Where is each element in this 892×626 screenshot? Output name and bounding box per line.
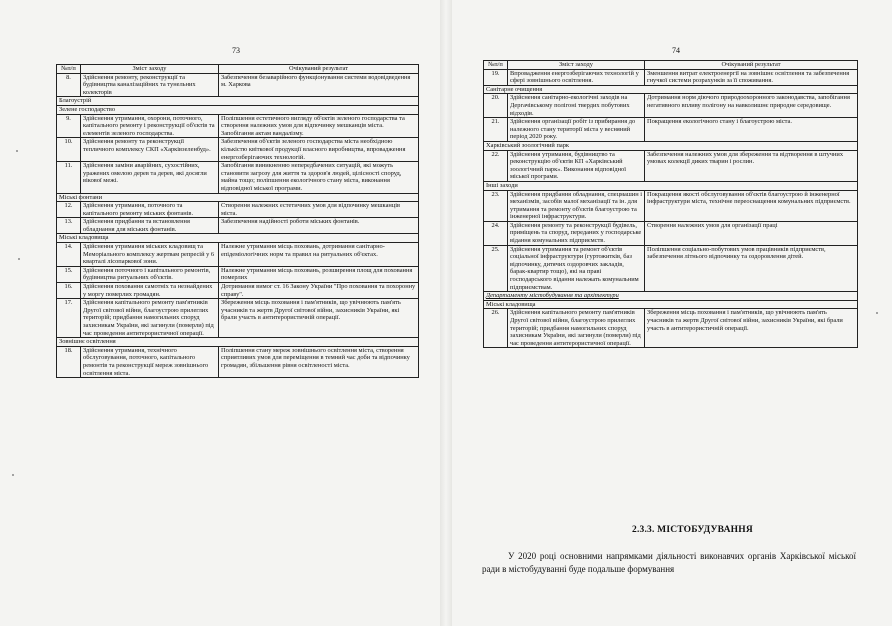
table-section-row	[57, 234, 419, 243]
table-row	[57, 283, 419, 299]
table-row	[484, 190, 858, 221]
table-header-row	[484, 61, 858, 70]
row-measure: Здійснення санітарно-екологічні заходів на Дергачівському полігоні твердих побутових відходів.	[508, 94, 645, 118]
row-result: Забезпечення належних умов для збереження та відтворення в штучних умовах колекції диких тварин і рослин.	[645, 150, 858, 181]
row-number: 10.	[57, 138, 81, 162]
row-result: Належне утримання місць поховань, розширення площ для поховання померлих	[219, 266, 419, 282]
section-title: Міські кладовища	[484, 300, 858, 309]
row-result: Покращення екологічного стану і благоустрою міста.	[645, 118, 858, 142]
table-row	[484, 94, 858, 118]
row-result: Збереження місць поховання і пам'ятників, що увічнюють пам'ять учасників та жертв Другої світової війни, захисників України, які брали участь в антитерористичній операції.	[645, 309, 858, 348]
row-number: 24.	[484, 221, 508, 245]
row-measure: Здійснення поховання самотніх та незнайдених у моргу померлих громадян.	[81, 283, 219, 299]
header-result: Очікуваний результат	[219, 65, 419, 74]
row-number: 23.	[484, 190, 508, 221]
row-measure: Здійснення поточного і капітального ремонтів, будівництва ритуальних об'єктів.	[81, 266, 219, 282]
row-number: 17.	[57, 299, 81, 338]
section-title: Міські кладовища	[57, 234, 419, 243]
table-row	[57, 346, 419, 377]
header-measure: Зміст заходу	[81, 65, 219, 74]
row-result: Збереження місць поховання і пам'ятників, що увічнюють пам'ять учасників та жертв Другої світової війни, захисників України, які брали участь в антитерористичній операції.	[219, 299, 419, 338]
row-measure: Здійснення заміни аварійних, сухостійних, уражених омелою дерев та дерев, які досягли вікової межі.	[81, 162, 219, 193]
section-title: Санітарне очищення	[484, 85, 858, 94]
row-number: 11.	[57, 162, 81, 193]
row-measure: Здійснення утримання, будівництво та реконструкцію об'єктів КП «Харківський зоологічний парк». Виконання відповідної міської програми.	[508, 150, 645, 181]
scan-speck	[18, 258, 20, 260]
row-measure: Здійснення ремонту, реконструкції та будівництва каналізаційних та тунельних колекторів	[81, 73, 219, 97]
table-row	[57, 114, 419, 138]
scan-speck	[876, 312, 878, 314]
row-measure: Здійснення утримання міських кладовищ та Меморіального комплексу жертвам репресій у 6 кварталі лісопаркової зони.	[81, 243, 219, 267]
header-measure: Зміст заходу	[508, 61, 645, 70]
row-measure: Здійснення придбання та встановлення обладнання для міських фонтанів.	[81, 218, 219, 234]
header-result: Очікуваний результат	[645, 61, 858, 70]
row-measure: Здійснення утримання та ремонт об'єктів соціальної інфраструктури (гуртожитків, баз відпочинку, дитячих оздоровчих закладів, барак-квартир тощо), які на праві господарського відання належать комунальним підприємствам.	[508, 245, 645, 292]
table-row	[57, 243, 419, 267]
row-number: 9.	[57, 114, 81, 138]
row-measure: Здійснення ремонту та реконструкції будівель, приміщень та споруд, переданих у господарське відання комунальних підприємств.	[508, 221, 645, 245]
row-number: 13.	[57, 218, 81, 234]
header-number: №п/п	[484, 61, 508, 70]
row-result: Створення належних естетичних умов для відпочинку мешканців міста.	[219, 202, 419, 218]
table-section-row	[484, 292, 858, 301]
table-row	[484, 309, 858, 348]
row-result: Забезпечення надійності роботи міських фонтанів.	[219, 218, 419, 234]
row-result: Забезпечення безаварійного функціонування системи водовідведення м. Харкова	[219, 73, 419, 97]
scan-speck	[16, 150, 18, 152]
page-number: 74	[672, 46, 680, 55]
table-row	[57, 162, 419, 193]
page-number: 73	[232, 46, 240, 55]
row-number: 19.	[484, 69, 508, 85]
table-row	[484, 69, 858, 85]
row-number: 26.	[484, 309, 508, 348]
row-result: Забезпечення об'єктів зеленого господарства міста необхідною кількістю квіткової продукції власного виробництва, впровадження енергозберігаючих технологій.	[219, 138, 419, 162]
row-measure: Здійснення утримання, технічного обслуговування, поточного, капітального ремонтів та реконструкції мереж зовнішнього освітлення міста.	[81, 346, 219, 377]
row-result: Дотримання норм діючого природоохоронного законодавства, запобігання негативного впливу полігону на навколишнє природне середовище.	[645, 94, 858, 118]
section-title: Департаменту містобудування та архітектури	[484, 292, 858, 301]
table-row	[57, 138, 419, 162]
row-result: Створення належних умов для організації праці	[645, 221, 858, 245]
row-number: 22.	[484, 150, 508, 181]
row-measure: Здійснення капітального ремонту пам'ятників Другої світової війни, благоустрою прилеглих територій; придбання намогильних споруд захисникам України, які загинули (померли) під час проведення антитерористичної операції.	[81, 299, 219, 338]
table-row	[484, 118, 858, 142]
table-row	[57, 218, 419, 234]
row-number: 18.	[57, 346, 81, 377]
row-measure: Впровадження енергозберігаючих технологій у сфері зовнішнього освітлення.	[508, 69, 645, 85]
row-number: 21.	[484, 118, 508, 142]
table-row	[484, 150, 858, 181]
row-number: 14.	[57, 243, 81, 267]
row-number: 16.	[57, 283, 81, 299]
table-row	[484, 245, 858, 292]
table-header-row	[57, 65, 419, 74]
row-number: 8.	[57, 73, 81, 97]
table-section-row	[484, 181, 858, 190]
table-section-row	[484, 300, 858, 309]
table-row	[57, 266, 419, 282]
row-measure: Здійснення ремонту та реконструкції тепличного комплексу СКП «Харківзеленбуд».	[81, 138, 219, 162]
row-measure: Здійснення організації робіт із прибирання до належного стану території міста у весняний період 2020 року.	[508, 118, 645, 142]
row-measure: Здійснення утримання, поточного та капітального ремонту міських фонтанів.	[81, 202, 219, 218]
measures-table	[483, 60, 858, 348]
row-result: Запобігання виникненню непередбачених ситуацій, які можуть становити загрозу для життя та здоров'я людей, цілісності споруд, майна тощо; поліпшення екологічного стану міста, виконання відповідної міської програми.	[219, 162, 419, 193]
row-result: Поліпшення естетичного вигляду об'єктів зеленого господарства та створення належних умов для відпочинку мешканців міста. Запобігання актам вандалізму.	[219, 114, 419, 138]
section-heading: 2.3.3. МІСТОБУДУВАННЯ	[632, 525, 753, 535]
row-result: Належне утримання місць поховань, дотримання санітарно-епідеміологічних норм та правил на ритуальних об'єктах.	[219, 243, 419, 267]
table-section-row	[484, 141, 858, 150]
row-result: Зменшення витрат електроенергії на зовнішнє освітлення та забезпечення гнучкої системи розрахунків за її споживання.	[645, 69, 858, 85]
table-row	[57, 202, 419, 218]
row-result: Покращення якості обслуговування об'єктів благоустрою й інженерної інфраструктури міста, технічне переоснащення комунальних підприємств.	[645, 190, 858, 221]
row-measure: Здійснення капітального ремонту пам'ятників Другої світової війни, благоустрою прилеглих територій; придбання намогильних споруд захисникам України, які загинули (померли) під час проведення антитерористичної операції.	[508, 309, 645, 348]
row-number: 25.	[484, 245, 508, 292]
section-title: Благоустрій	[57, 97, 419, 106]
section-title: Інші заходи	[484, 181, 858, 190]
table-section-row	[57, 105, 419, 114]
row-number: 20.	[484, 94, 508, 118]
row-result: Поліпшення стану мереж зовнішнього освітлення міста, створення сприятливих умов для переміщення в темний час доби та відпочинку громадян, збільшення рівня освітленості міста.	[219, 346, 419, 377]
table-section-row	[57, 193, 419, 202]
scan-speck	[12, 474, 14, 476]
row-result: Поліпшення соціально-побутових умов працівників підприємств, забезпечення літнього відпочинку та оздоровлення дітей.	[645, 245, 858, 292]
right-page	[446, 0, 892, 626]
section-title: Зовнішнє освітлення	[57, 338, 419, 347]
table-row	[484, 221, 858, 245]
section-title: Зелене господарство	[57, 105, 419, 114]
row-measure: Здійснення утримання, охорони, поточного, капітального ремонту і реконструкції об'єктів та елементів зеленого господарства.	[81, 114, 219, 138]
measures-table	[56, 64, 419, 378]
table-row	[57, 299, 419, 338]
section-title: Міські фонтани	[57, 193, 419, 202]
body-paragraph: У 2020 році основними напрямками діяльності виконавчих органів Харківської міської ради в містобудуванні буде подальше формування	[482, 551, 856, 574]
row-number: 15.	[57, 266, 81, 282]
row-measure: Здійснення придбання обладнання, спецмашин і механізмів, засобів малої механізації та ін. для утримання та ремонту об'єктів благоустрою та інженерної інфраструктури.	[508, 190, 645, 221]
section-title: Харківський зоологічний парк	[484, 141, 858, 150]
header-number: №п/п	[57, 65, 81, 74]
table-section-row	[484, 85, 858, 94]
table-section-row	[57, 97, 419, 106]
row-result: Дотримання вимог ст. 16 Закону України "Про поховання та похоронну справу".	[219, 283, 419, 299]
table-section-row	[57, 338, 419, 347]
table-row	[57, 73, 419, 97]
row-number: 12.	[57, 202, 81, 218]
